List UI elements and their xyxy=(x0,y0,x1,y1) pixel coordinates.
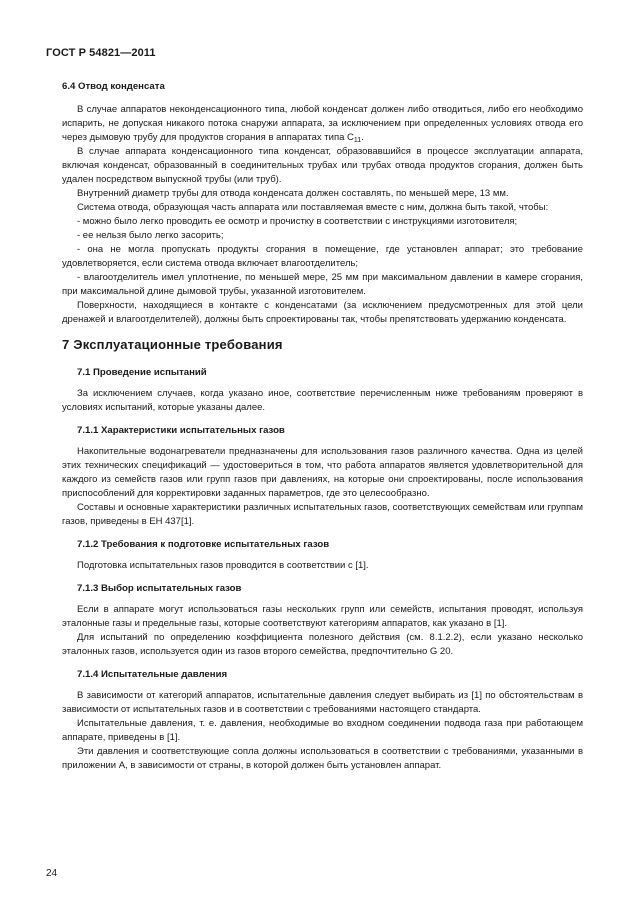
page-body xyxy=(62,80,583,773)
chapter-7-heading: 7 Эксплуатационные требования xyxy=(62,337,283,352)
paragraph: За исключением случаев, когда указано иное, соответствие перечисленным ниже требованиям проверяют в условиях испытаний, которые указаны далее. xyxy=(62,388,583,413)
paragraph: В зависимости от категорий аппаратов, испытательные давления следует выбирать из [1] по обстоятельствам в зависимости от испытательных газов и в соответствии с требованиями настоящего стандарта. xyxy=(62,690,583,715)
paragraph: Составы и основные характеристики различных испытательных газов, соответствующих семействам или группам газов, приведены в ЕН 437[1]. xyxy=(62,502,583,527)
section-7-1-heading: 7.1 Проведение испытаний xyxy=(77,367,207,378)
section-7-1-1-heading: 7.1.1 Характеристики испытательных газов xyxy=(77,425,285,436)
page-number: 24 xyxy=(46,868,58,879)
paragraph: Поверхности, находящиеся в контакте с конденсатами (за исключением предусмотренных для этой цели дренажей и влагоотделителей), должны быть спроектированы так, чтобы препятствовать удержанию конденсата. xyxy=(62,300,583,325)
section-7-1-3-heading: 7.1.3 Выбор испытательных газов xyxy=(77,583,242,594)
section-6-4-heading: 6.4 Отвод конденсата xyxy=(62,81,165,92)
document-id-header: ГОСТ Р 54821—2011 xyxy=(46,47,156,59)
paragraph: В случае аппаратов неконденсационного типа, любой конденсат должен либо отводиться, либо его необходимо испарить, не допуская никакого потока снаружи аппарата, за исключением при определенных условиях отвода его через дымовую трубу для продуктов сгорания в аппаратах типа $С_{11}$. xyxy=(62,104,583,144)
paragraph: Система отвода, образующая часть аппарата или поставляемая вместе с ним, должна быть такой, чтобы: xyxy=(77,202,549,213)
section-7-1-2-heading: 7.1.2 Требования к подготовке испытательных газов xyxy=(77,539,330,550)
list-item: - она не могла пропускать продукты сгорания в помещение, где установлен аппарат; это требование удовлетворяется, если система отвода включает влагоотделитель; xyxy=(62,244,583,269)
paragraph: Внутренний диаметр трубы для отвода конденсата должен составлять, по меньшей мере, 13 мм. xyxy=(77,188,509,199)
list-item: - влагоотделитель имел уплотнение, по меньшей мере, 25 мм при максимальном давлении в камере сгорания, при максимальной длине дымовой трубы, указанной изготовителем. xyxy=(62,272,583,297)
paragraph: Эти давления и соответствующие сопла должны использоваться в соответствии с требованиями, указанными в приложении А, в зависимости от страны, в которой должен быть установлен аппарат. xyxy=(62,746,583,771)
list-item: - ее нельзя было легко засорить; xyxy=(77,230,224,241)
paragraph: В случае аппарата конденсационного типа конденсат, образовавшийся в процессе эксплуатации аппарата, включая конденсат, образованный в соединительных трубах или трубах отвода продуктов сгорания, должен быть удален посредством выпускной трубы (или труб). xyxy=(62,146,583,185)
paragraph: Подготовка испытательных газов проводится в соответствии с [1]. xyxy=(77,560,369,571)
paragraph: Накопительные водонагреватели предназначены для использования газов различного качества. Одна из целей этих технических спецификаций — удостовериться в том, что работа аппаратов является удовлетворительной для каждого из семейств газов или групп газов при давлениях, на которые они спроектированы, после использования приспособлений для корректировки заданных параметров, где это целесообразно. xyxy=(62,446,583,499)
section-7-1-4-heading: 7.1.4 Испытательные давления xyxy=(77,669,228,680)
paragraph: Если в аппарате могут использоваться газы нескольких групп или семейств, испытания проводят, используя эталонные газы и предельные газы, которые соответствуют категориям аппаратов, как указано в [1]. xyxy=(62,604,583,629)
paragraph: Испытательные давления, т. е. давления, необходимые во входном соединении подвода газа при работающем аппарате, приведены в [1]. xyxy=(62,718,583,743)
paragraph: Для испытаний по определению коэффициента полезного действия (см. 8.1.2.2), если указано несколько эталонных газов, используется один из газов второго семейства, предпочтительно G 20. xyxy=(62,632,583,657)
list-item: - можно было легко проводить ее осмотр и прочистку в соответствии с инструкциями изготовителя; xyxy=(77,216,518,227)
